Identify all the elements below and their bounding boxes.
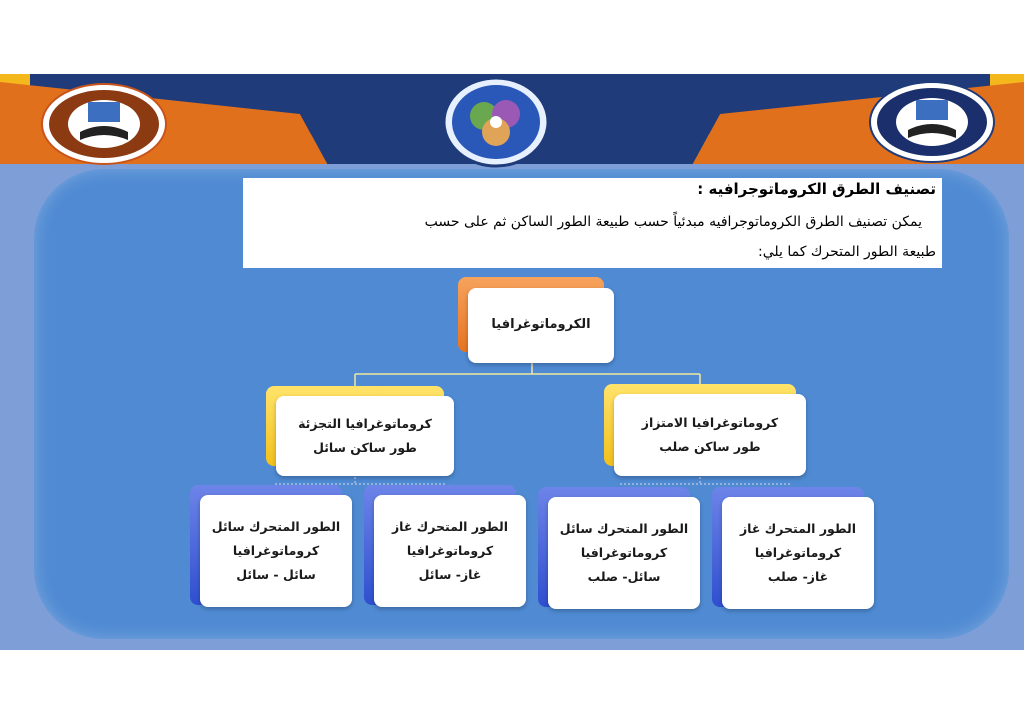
- gas-liquid-line-3: غاز- سائل: [418, 566, 482, 582]
- liquid-liquid-line-1: الطور المتحرك سائل: [211, 519, 341, 535]
- liquid-solid-node: [548, 497, 700, 609]
- department-seal-icon: [440, 74, 552, 170]
- gas-solid-line-1: الطور المتحرك غاز: [739, 521, 857, 537]
- gas-liquid-node: [374, 495, 526, 607]
- partition-node: [276, 396, 454, 476]
- gas-solid-line-3: غاز- صلب: [767, 568, 829, 584]
- liquid-solid-line-2: كروماتوغرافيا: [580, 545, 668, 561]
- partition-title: كروماتوغرافيا التجزئة: [298, 416, 432, 432]
- intro-line-1: يمكن تصنيف الطرق الكروماتوجرافيه مبدئياً حسب طبيعة الطور الساكن ثم على حسب: [424, 214, 922, 230]
- adsorption-node: [614, 394, 806, 476]
- university-seal-icon: [40, 82, 168, 166]
- adsorption-phase: طور ساكن صلب: [659, 439, 761, 454]
- intro-title: تصنيف الطرق الكروماتوجرافيه :: [697, 180, 936, 198]
- gas-solid-node: [722, 497, 874, 609]
- gas-liquid-line-1: الطور المتحرك غاز: [391, 519, 509, 535]
- intro-textbox: [243, 178, 942, 268]
- liquid-solid-line-1: الطور المتحرك سائل: [559, 521, 689, 537]
- partition-phase: طور ساكن سائل: [313, 440, 417, 455]
- adsorption-title: كروماتوغرافيا الامتزاز: [641, 415, 779, 431]
- intro-line-2: طبيعة الطور المتحرك كما يلي:: [757, 244, 936, 260]
- slide: [0, 74, 1024, 650]
- liquid-liquid-line-3: سائل - سائل: [236, 566, 316, 582]
- gas-liquid-line-2: كروماتوغرافيا: [406, 543, 494, 559]
- root-node-label: الكروماتوغرافيا: [491, 317, 591, 333]
- college-of-science-seal-icon: [868, 80, 996, 164]
- gas-solid-line-2: كروماتوغرافيا: [754, 545, 842, 561]
- liquid-liquid-node: [200, 495, 352, 607]
- liquid-solid-line-3: سائل- صلب: [587, 568, 661, 584]
- root-node: [468, 288, 614, 363]
- liquid-liquid-line-2: كروماتوغرافيا: [232, 543, 320, 559]
